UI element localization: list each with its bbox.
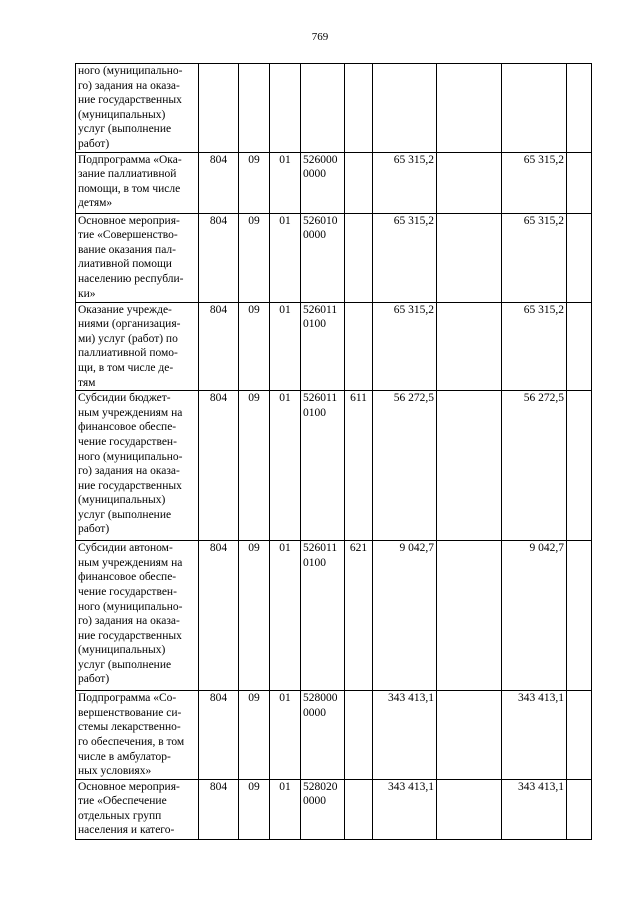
amount-cell	[567, 213, 592, 302]
row-name-line: Основное мероприя-	[78, 780, 180, 793]
subsection-code-cell	[270, 64, 301, 153]
target-article-line: 0000	[303, 229, 326, 242]
row-name-cell	[76, 152, 199, 213]
row-name-line: го) задания на оказа-	[78, 465, 180, 478]
row-name-line: работ)	[78, 137, 110, 150]
row-name-line: Субсидии бюджет-	[78, 392, 171, 405]
row-name-line: работ)	[78, 673, 110, 686]
row-name-line: ние государственных	[78, 479, 182, 492]
table-row	[76, 64, 592, 153]
subsection-code-cell: 01	[270, 691, 301, 780]
row-name-line: Подпрограмма «Со-	[78, 692, 177, 705]
section-code-cell: 09	[239, 541, 270, 691]
amount-cell	[567, 779, 592, 839]
row-name-line: числе в амбулатор-	[78, 750, 171, 763]
amount-cell	[567, 391, 592, 541]
amount-cell	[567, 691, 592, 780]
row-name-line: ным учреждениям на	[78, 406, 183, 419]
row-name-line: (муниципальных)	[78, 108, 166, 121]
target-article-cell	[301, 213, 345, 302]
amount-cell	[567, 64, 592, 153]
amount-cell	[437, 391, 502, 541]
amount-cell	[437, 64, 502, 153]
subsection-code-cell: 01	[270, 152, 301, 213]
expense-type-cell: 611	[345, 391, 373, 541]
row-name-line: тям	[78, 376, 96, 389]
amount-cell: 65 315,2	[502, 152, 567, 213]
table-row	[76, 691, 592, 780]
ministry-code-cell: 804	[199, 302, 239, 391]
row-name-cell	[76, 213, 199, 302]
target-article-cell	[301, 779, 345, 839]
row-name-line: ного (муниципально-	[78, 450, 183, 463]
target-article-line: 0100	[303, 318, 326, 331]
target-article-cell	[301, 691, 345, 780]
amount-cell	[437, 213, 502, 302]
amount-cell	[437, 302, 502, 391]
target-article-line: 526010	[303, 214, 338, 227]
budget-table	[75, 63, 592, 840]
target-article-line: 528000	[303, 692, 338, 705]
ministry-code-cell: 804	[199, 213, 239, 302]
subsection-code-cell: 01	[270, 541, 301, 691]
amount-cell	[567, 152, 592, 213]
expense-type-cell	[345, 64, 373, 153]
target-article-line: 0000	[303, 168, 326, 181]
expense-type-cell: 621	[345, 541, 373, 691]
subsection-code-cell: 01	[270, 302, 301, 391]
amount-cell: 65 315,2	[502, 213, 567, 302]
amount-cell: 65 315,2	[502, 302, 567, 391]
row-name-line: тие «Обеспечение	[78, 795, 167, 808]
row-name-cell	[76, 64, 199, 153]
row-name-line: Основное мероприя-	[78, 214, 180, 227]
row-name-cell	[76, 391, 199, 541]
row-name-line: чение государствен-	[78, 585, 177, 598]
target-article-line: 0100	[303, 556, 326, 569]
amount-cell: 343 413,1	[373, 691, 437, 780]
section-code-cell: 09	[239, 691, 270, 780]
target-article-cell	[301, 64, 345, 153]
section-code-cell: 09	[239, 779, 270, 839]
amount-cell	[567, 302, 592, 391]
target-article-line: 526000	[303, 153, 338, 166]
row-name-line: Подпрограмма «Ока-	[78, 153, 182, 166]
table-row	[76, 213, 592, 302]
row-name-line: ных условиях»	[78, 765, 152, 778]
target-article-line: 0000	[303, 706, 326, 719]
target-article-cell	[301, 302, 345, 391]
row-name-line: услуг (выполнение	[78, 123, 172, 136]
amount-cell: 9 042,7	[373, 541, 437, 691]
row-name-line: тие «Совершенство-	[78, 229, 178, 242]
row-name-line: Оказание учрежде-	[78, 303, 172, 316]
row-name-line: ным учреждениям на	[78, 556, 183, 569]
row-name-line: ного (муниципально-	[78, 65, 183, 77]
expense-type-cell	[345, 152, 373, 213]
target-article-line: 528020	[303, 780, 338, 793]
section-code-cell: 09	[239, 152, 270, 213]
row-name-line: го) задания на оказа-	[78, 79, 180, 92]
row-name-line: стемы лекарственно-	[78, 721, 181, 734]
amount-cell: 56 272,5	[373, 391, 437, 541]
row-name-line: (муниципальных)	[78, 494, 166, 507]
row-name-line: финансовое обеспе-	[78, 571, 177, 584]
amount-cell	[437, 541, 502, 691]
target-article-cell	[301, 541, 345, 691]
target-article-cell	[301, 152, 345, 213]
amount-cell: 56 272,5	[502, 391, 567, 541]
row-name-line: ного (муниципально-	[78, 600, 183, 613]
target-article-cell	[301, 391, 345, 541]
subsection-code-cell: 01	[270, 213, 301, 302]
row-name-line: вершенствование си-	[78, 706, 182, 719]
amount-cell	[437, 691, 502, 780]
expense-type-cell	[345, 779, 373, 839]
row-name-line: помощи, в том числе	[78, 182, 181, 195]
row-name-line: ми) услуг (работ) по	[78, 332, 178, 345]
amount-cell	[437, 779, 502, 839]
amount-cell: 343 413,1	[502, 691, 567, 780]
row-name-line: детям»	[78, 197, 113, 210]
amount-cell: 65 315,2	[373, 302, 437, 391]
table-row	[76, 391, 592, 541]
row-name-line: услуг (выполнение	[78, 658, 172, 671]
row-name-line: Субсидии автоном-	[78, 542, 173, 555]
ministry-code-cell: 804	[199, 541, 239, 691]
subsection-code-cell: 01	[270, 391, 301, 541]
row-name-line: населения и катего-	[78, 824, 175, 837]
amount-cell: 343 413,1	[502, 779, 567, 839]
table-row	[76, 541, 592, 691]
amount-cell	[567, 541, 592, 691]
amount-cell	[502, 64, 567, 153]
row-name-line: ние государственных	[78, 94, 182, 107]
amount-cell: 65 315,2	[373, 152, 437, 213]
row-name-cell	[76, 779, 199, 839]
target-article-line: 526011	[303, 303, 338, 316]
row-name-line: ки»	[78, 287, 96, 300]
table-row	[76, 302, 592, 391]
row-name-line: услуг (выполнение	[78, 508, 172, 521]
expense-type-cell	[345, 213, 373, 302]
table-row	[76, 152, 592, 213]
target-article-line: 0100	[303, 406, 326, 419]
row-name-line: паллиативной помо-	[78, 347, 178, 360]
section-code-cell: 09	[239, 391, 270, 541]
ministry-code-cell: 804	[199, 152, 239, 213]
row-name-line: ние государственных	[78, 629, 182, 642]
section-code-cell: 09	[239, 213, 270, 302]
row-name-line: го) задания на оказа-	[78, 615, 180, 628]
row-name-line: вание оказания пал-	[78, 243, 176, 256]
target-article-line: 526011	[303, 392, 338, 405]
amount-cell: 9 042,7	[502, 541, 567, 691]
row-name-line: го обеспечения, в том	[78, 735, 185, 748]
ministry-code-cell: 804	[199, 391, 239, 541]
row-name-line: (муниципальных)	[78, 644, 166, 657]
ministry-code-cell	[199, 64, 239, 153]
row-name-line: чение государствен-	[78, 435, 177, 448]
row-name-line: отдельных групп	[78, 809, 162, 822]
target-article-line: 526011	[303, 542, 338, 555]
row-name-line: населению республи-	[78, 272, 184, 285]
row-name-cell	[76, 541, 199, 691]
expense-type-cell	[345, 302, 373, 391]
amount-cell	[437, 152, 502, 213]
row-name-line: работ)	[78, 523, 110, 536]
row-name-line: зание паллиативной	[78, 168, 177, 181]
subsection-code-cell: 01	[270, 779, 301, 839]
expense-type-cell	[345, 691, 373, 780]
row-name-line: ниями (организация-	[78, 318, 181, 331]
row-name-line: лиативной помощи	[78, 258, 172, 271]
target-article-line: 0000	[303, 795, 326, 808]
row-name-line: щи, в том числе де-	[78, 361, 174, 374]
ministry-code-cell: 804	[199, 691, 239, 780]
amount-cell: 65 315,2	[373, 213, 437, 302]
row-name-cell	[76, 691, 199, 780]
ministry-code-cell: 804	[199, 779, 239, 839]
amount-cell: 343 413,1	[373, 779, 437, 839]
section-code-cell	[239, 64, 270, 153]
table-row	[76, 779, 592, 839]
amount-cell	[373, 64, 437, 153]
page-number: 769	[311, 31, 329, 43]
section-code-cell: 09	[239, 302, 270, 391]
row-name-line: финансовое обеспе-	[78, 421, 177, 434]
row-name-cell	[76, 302, 199, 391]
